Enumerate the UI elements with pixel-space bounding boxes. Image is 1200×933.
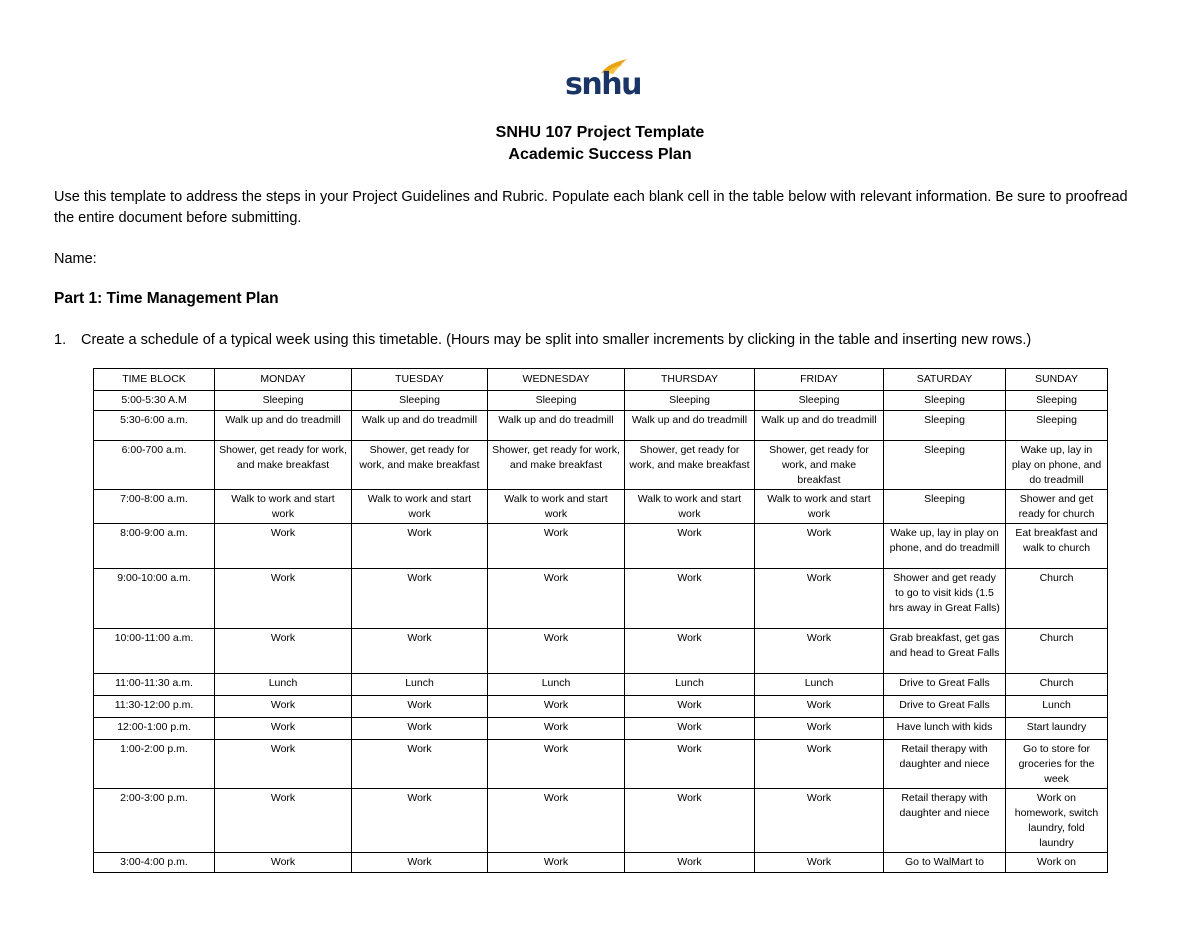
schedule-cell: Shower, get ready for work, and make breakfast <box>352 441 488 490</box>
snhu-logo <box>565 58 641 104</box>
document-subtitle: Academic Success Plan <box>508 146 692 163</box>
header-thursday: THURSDAY <box>625 369 755 391</box>
table-row <box>94 674 1108 696</box>
name-label: Name: <box>54 251 97 267</box>
header-monday: MONDAY <box>215 369 352 391</box>
schedule-cell: Shower, get ready for work, and make breakfast <box>755 441 884 490</box>
table-row <box>94 718 1108 740</box>
schedule-cell: Sleeping <box>215 391 352 411</box>
schedule-cell: Sleeping <box>488 391 625 411</box>
table-row <box>94 569 1108 629</box>
table-row <box>94 441 1108 490</box>
schedule-cell: Work <box>352 789 488 853</box>
schedule-cell: Wake up, lay in play on phone, and do treadmill <box>884 524 1006 569</box>
schedule-cell: Work <box>625 696 755 718</box>
schedule-cell: Work <box>625 569 755 629</box>
schedule-cell: Work <box>488 629 625 674</box>
table-row <box>94 696 1108 718</box>
schedule-cell: Work <box>488 853 625 883</box>
schedule-cell: Work <box>215 696 352 718</box>
header-sunday: SUNDAY <box>1006 369 1108 391</box>
schedule-cell: Grab breakfast, get gas and head to Great Falls <box>884 629 1006 674</box>
schedule-cell: Drive to Great Falls <box>884 696 1006 718</box>
table-cut-edge <box>93 872 1108 873</box>
schedule-cell: Sleeping <box>884 441 1006 490</box>
schedule-cell: Work <box>352 718 488 740</box>
schedule-cell: Walk to work and start work <box>215 490 352 524</box>
schedule-cell: Work <box>488 740 625 789</box>
schedule-cell: Church <box>1006 569 1108 629</box>
schedule-cell: Work <box>352 569 488 629</box>
schedule-cell: Work <box>755 853 884 883</box>
schedule-cell: Sleeping <box>352 391 488 411</box>
schedule-cell: Lunch <box>1006 696 1108 718</box>
schedule-cell: Walk up and do treadmill <box>352 411 488 441</box>
schedule-cell: Sleeping <box>884 490 1006 524</box>
schedule-cell: Work <box>625 789 755 853</box>
schedule-cell: Work <box>755 718 884 740</box>
schedule-cell: Walk to work and start work <box>352 490 488 524</box>
schedule-cell: Work <box>215 789 352 853</box>
header-tuesday: TUESDAY <box>352 369 488 391</box>
schedule-cell: Walk to work and start work <box>755 490 884 524</box>
schedule-cell: Work on homework, switch laundry, fold laundry <box>1006 789 1108 853</box>
schedule-cell: Walk to work and start work <box>488 490 625 524</box>
schedule-cell: Start laundry <box>1006 718 1108 740</box>
time-block-cell: 7:00-8:00 a.m. <box>94 490 215 524</box>
schedule-cell: Lunch <box>755 674 884 696</box>
schedule-cell: Work <box>215 569 352 629</box>
schedule-cell: Sleeping <box>884 391 1006 411</box>
table-row <box>94 391 1108 411</box>
time-block-cell: 5:30-6:00 a.m. <box>94 411 215 441</box>
schedule-cell: Sleeping <box>1006 411 1108 441</box>
time-block-cell: 2:00-3:00 p.m. <box>94 789 215 853</box>
table-row <box>94 629 1108 674</box>
table-row <box>94 524 1108 569</box>
schedule-cell: Church <box>1006 674 1108 696</box>
schedule-cell: Walk up and do treadmill <box>215 411 352 441</box>
page-clip <box>0 873 1200 933</box>
table-row <box>94 740 1108 789</box>
schedule-cell: Work <box>488 696 625 718</box>
logo-wordmark: snhu <box>565 67 641 102</box>
schedule-cell: Sleeping <box>1006 391 1108 411</box>
time-block-cell: 12:00-1:00 p.m. <box>94 718 215 740</box>
table-row <box>94 789 1108 853</box>
schedule-cell: Shower and get ready for church <box>1006 490 1108 524</box>
schedule-cell: Sleeping <box>755 391 884 411</box>
schedule-cell: Work <box>215 853 352 883</box>
table-row <box>94 411 1108 441</box>
time-block-cell: 6:00-700 a.m. <box>94 441 215 490</box>
schedule-cell: Shower and get ready to go to visit kids (1.5 hrs away in Great Falls) <box>884 569 1006 629</box>
schedule-cell: Wake up, lay in play on phone, and do treadmill <box>1006 441 1108 490</box>
schedule-cell: Shower, get ready for work, and make breakfast <box>215 441 352 490</box>
time-block-cell: 1:00-2:00 p.m. <box>94 740 215 789</box>
schedule-cell: Shower, get ready for work, and make breakfast <box>625 441 755 490</box>
schedule-cell: Work <box>352 853 488 883</box>
schedule-cell: Retail therapy with daughter and niece <box>884 740 1006 789</box>
schedule-cell: Work <box>755 696 884 718</box>
schedule-cell: Work <box>625 629 755 674</box>
time-block-cell: 11:30-12:00 p.m. <box>94 696 215 718</box>
time-block-cell: 8:00-9:00 a.m. <box>94 524 215 569</box>
schedule-cell: Work <box>755 740 884 789</box>
schedule-cell: Work <box>755 569 884 629</box>
schedule-cell: Work <box>352 696 488 718</box>
time-block-cell: 9:00-10:00 a.m. <box>94 569 215 629</box>
schedule-cell: Walk up and do treadmill <box>488 411 625 441</box>
schedule-cell: Lunch <box>488 674 625 696</box>
step-1-number: 1. <box>54 332 67 348</box>
schedule-cell: Lunch <box>215 674 352 696</box>
schedule-cell: Work <box>352 629 488 674</box>
schedule-cell: Walk up and do treadmill <box>625 411 755 441</box>
schedule-table <box>93 368 1108 883</box>
schedule-cell: Church <box>1006 629 1108 674</box>
step-1 <box>54 330 1154 351</box>
schedule-cell: Work <box>488 718 625 740</box>
schedule-cell: Work <box>352 524 488 569</box>
schedule-cell: Work <box>625 524 755 569</box>
schedule-cell: Lunch <box>352 674 488 696</box>
schedule-cell: Go to store for groceries for the week <box>1006 740 1108 789</box>
document-title: SNHU 107 Project Template <box>495 124 705 141</box>
schedule-cell: Work <box>625 740 755 789</box>
step-1-text: Create a schedule of a typical week using this timetable. (Hours may be split into smaller increments by clicking in the table and inserting new rows.) <box>81 332 1032 348</box>
header-wednesday: WEDNESDAY <box>488 369 625 391</box>
header-time-block: TIME BLOCK <box>94 369 215 391</box>
schedule-cell: Sleeping <box>884 411 1006 441</box>
schedule-header-row <box>94 369 1108 391</box>
schedule-cell: Work <box>352 740 488 789</box>
time-block-cell: 10:00-11:00 a.m. <box>94 629 215 674</box>
schedule-cell: Work <box>215 524 352 569</box>
intro-paragraph: Use this template to address the steps in your Project Guidelines and Rubric. Populate each blank cell in the table below with relevant information. Be sure to proofread the entire document before submitting. <box>54 189 1128 226</box>
schedule-cell: Work <box>755 524 884 569</box>
table-row <box>94 490 1108 524</box>
schedule-cell: Have lunch with kids <box>884 718 1006 740</box>
schedule-cell: Work <box>488 789 625 853</box>
schedule-cell: Retail therapy with daughter and niece <box>884 789 1006 853</box>
schedule-cell: Work <box>215 718 352 740</box>
schedule-cell: Work <box>625 718 755 740</box>
schedule-cell: Work <box>755 629 884 674</box>
schedule-cell: Drive to Great Falls <box>884 674 1006 696</box>
schedule-cell: Walk up and do treadmill <box>755 411 884 441</box>
schedule-cell: Work <box>755 789 884 853</box>
schedule-cell: Eat breakfast and walk to church <box>1006 524 1108 569</box>
schedule-cell: Lunch <box>625 674 755 696</box>
schedule-cell: Work <box>215 740 352 789</box>
schedule-cell: Shower, get ready for work, and make breakfast <box>488 441 625 490</box>
header-friday: FRIDAY <box>755 369 884 391</box>
schedule-cell: Work <box>488 524 625 569</box>
schedule-cell: Go to WalMart to <box>884 853 1006 883</box>
time-block-cell: 11:00-11:30 a.m. <box>94 674 215 696</box>
header-saturday: SATURDAY <box>884 369 1006 391</box>
schedule-cell: Work <box>625 853 755 883</box>
schedule-cell: Walk to work and start work <box>625 490 755 524</box>
time-block-cell: 5:00-5:30 A.M <box>94 391 215 411</box>
schedule-cell: Sleeping <box>625 391 755 411</box>
schedule-cell: Work <box>488 569 625 629</box>
schedule-cell: Work on <box>1006 853 1108 883</box>
time-block-cell: 3:00-4:00 p.m. <box>94 853 215 883</box>
part1-heading: Part 1: Time Management Plan <box>54 290 279 307</box>
schedule-cell: Work <box>215 629 352 674</box>
